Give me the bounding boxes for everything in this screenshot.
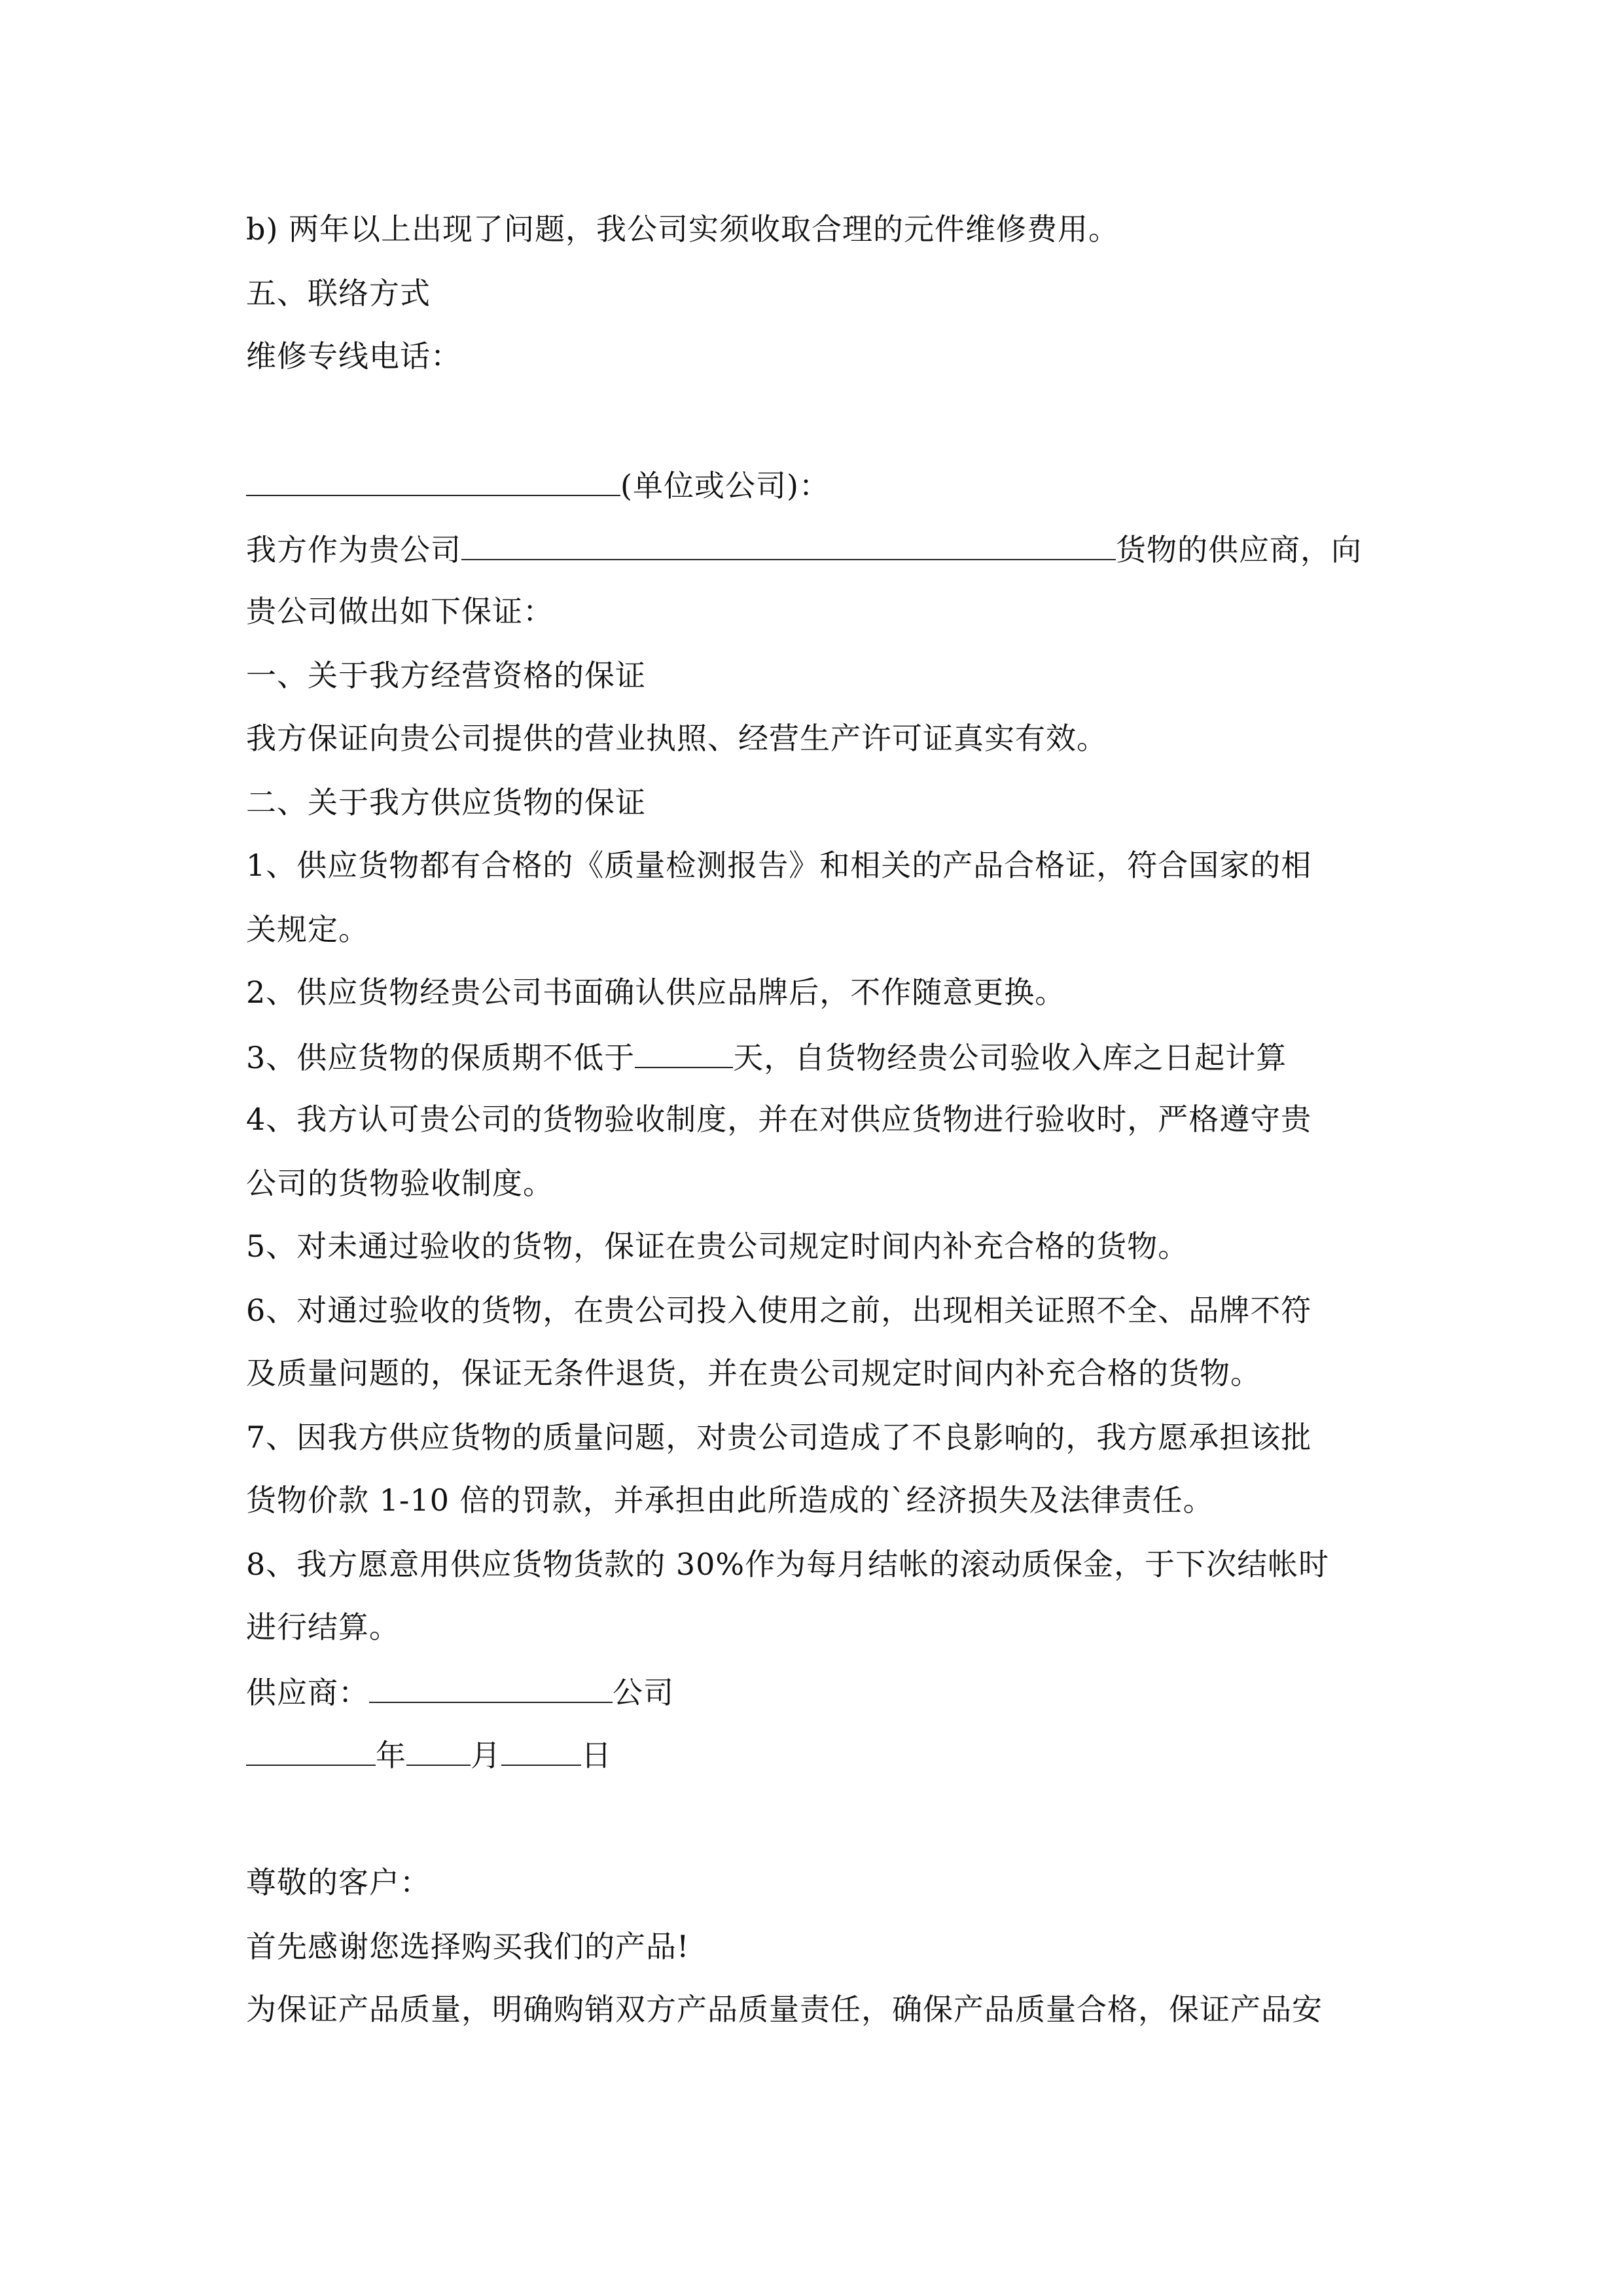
section-2-heading: 二、关于我方供应货物的保证: [246, 785, 646, 820]
item-4-line-1: 4、我方认可贵公司的货物验收制度，并在对供应货物进行验收时，严格遵守贵: [246, 1102, 1312, 1137]
section-5-heading: 五、联络方式: [246, 276, 431, 311]
item-3-suffix: 天，自货物经贵公司验收入库之日起计算: [733, 1040, 1287, 1075]
item-3-prefix: 3、供应货物的保质期不低于: [246, 1040, 635, 1075]
month-blank: [406, 1736, 471, 1766]
customer-greeting: 尊敬的客户：: [246, 1865, 431, 1900]
item-7-line-2: 货物价款 1-10 倍的罚款，并承担由此所造成的`经济损失及法律责任。: [246, 1482, 1214, 1518]
day-blank: [501, 1736, 581, 1766]
section-1-body: 我方保证向贵公司提供的营业执照、经营生产许可证真实有效。: [246, 721, 1107, 756]
item-1-line-2: 关规定。: [246, 912, 369, 947]
addressee-blank: [246, 466, 620, 496]
item-5: 5、对未通过验收的货物，保证在贵公司规定时间内补充合格的货物。: [246, 1229, 1189, 1264]
item-1-line-1: 1、供应货物都有合格的《质量检测报告》和相关的产品合格证，符合国家的相: [246, 848, 1312, 883]
date-month-label: 月: [471, 1738, 501, 1773]
item-7-line-1: 7、因我方供应货物的质量问题，对贵公司造成了不良影响的，我方愿承担该批: [246, 1420, 1312, 1455]
shelf-life-days-blank: [635, 1038, 733, 1068]
addressee-suffix: (单位或公司)：: [620, 468, 830, 503]
section-1-heading: 一、关于我方经营资格的保证: [246, 658, 646, 693]
date-line: [246, 1736, 612, 1774]
addressee-line: [246, 466, 830, 504]
item-4-line-2: 公司的货物验收制度。: [246, 1166, 554, 1201]
hotline-label: 维修专线电话：: [246, 338, 461, 374]
supplier-line: [246, 1673, 674, 1711]
item-6-line-2: 及质量问题的，保证无条件退货，并在贵公司规定时间内补充合格的货物。: [246, 1355, 1261, 1391]
intro-line-2: 贵公司做出如下保证：: [246, 594, 554, 629]
date-year-label: 年: [376, 1738, 406, 1773]
supplier-suffix: 公司: [613, 1675, 674, 1710]
intro-suffix: 货物的供应商，向: [1116, 532, 1362, 567]
intro-line: [246, 530, 1362, 568]
item-6-line-1: 6、对通过验收的货物，在贵公司投入使用之前，出现相关证照不全、品牌不符: [246, 1293, 1312, 1328]
warranty-item-b: b) 两年以上出现了问题，我公司实须收取合理的元件维修费用。: [246, 211, 1120, 247]
customer-thanks: 首先感谢您选择购买我们的产品!: [246, 1929, 690, 1964]
item-2: 2、供应货物经贵公司书面确认供应品牌后，不作随意更换。: [246, 975, 1066, 1010]
intro-prefix: 我方作为贵公司: [246, 532, 461, 567]
date-day-label: 日: [581, 1738, 612, 1773]
supplier-name-blank: [369, 1673, 613, 1703]
item-8-line-1: 8、我方愿意用供应货物货款的 30%作为每月结帐的滚动质保金，于下次结帐时: [246, 1547, 1330, 1582]
goods-blank: [461, 530, 1116, 560]
customer-purpose-line: 为保证产品质量，明确购销双方产品质量责任，确保产品质量合格，保证产品安: [246, 1992, 1323, 2027]
year-blank: [246, 1736, 376, 1766]
item-3: [246, 1038, 1287, 1076]
supplier-label: 供应商：: [246, 1675, 369, 1710]
item-8-line-2: 进行结算。: [246, 1609, 400, 1645]
